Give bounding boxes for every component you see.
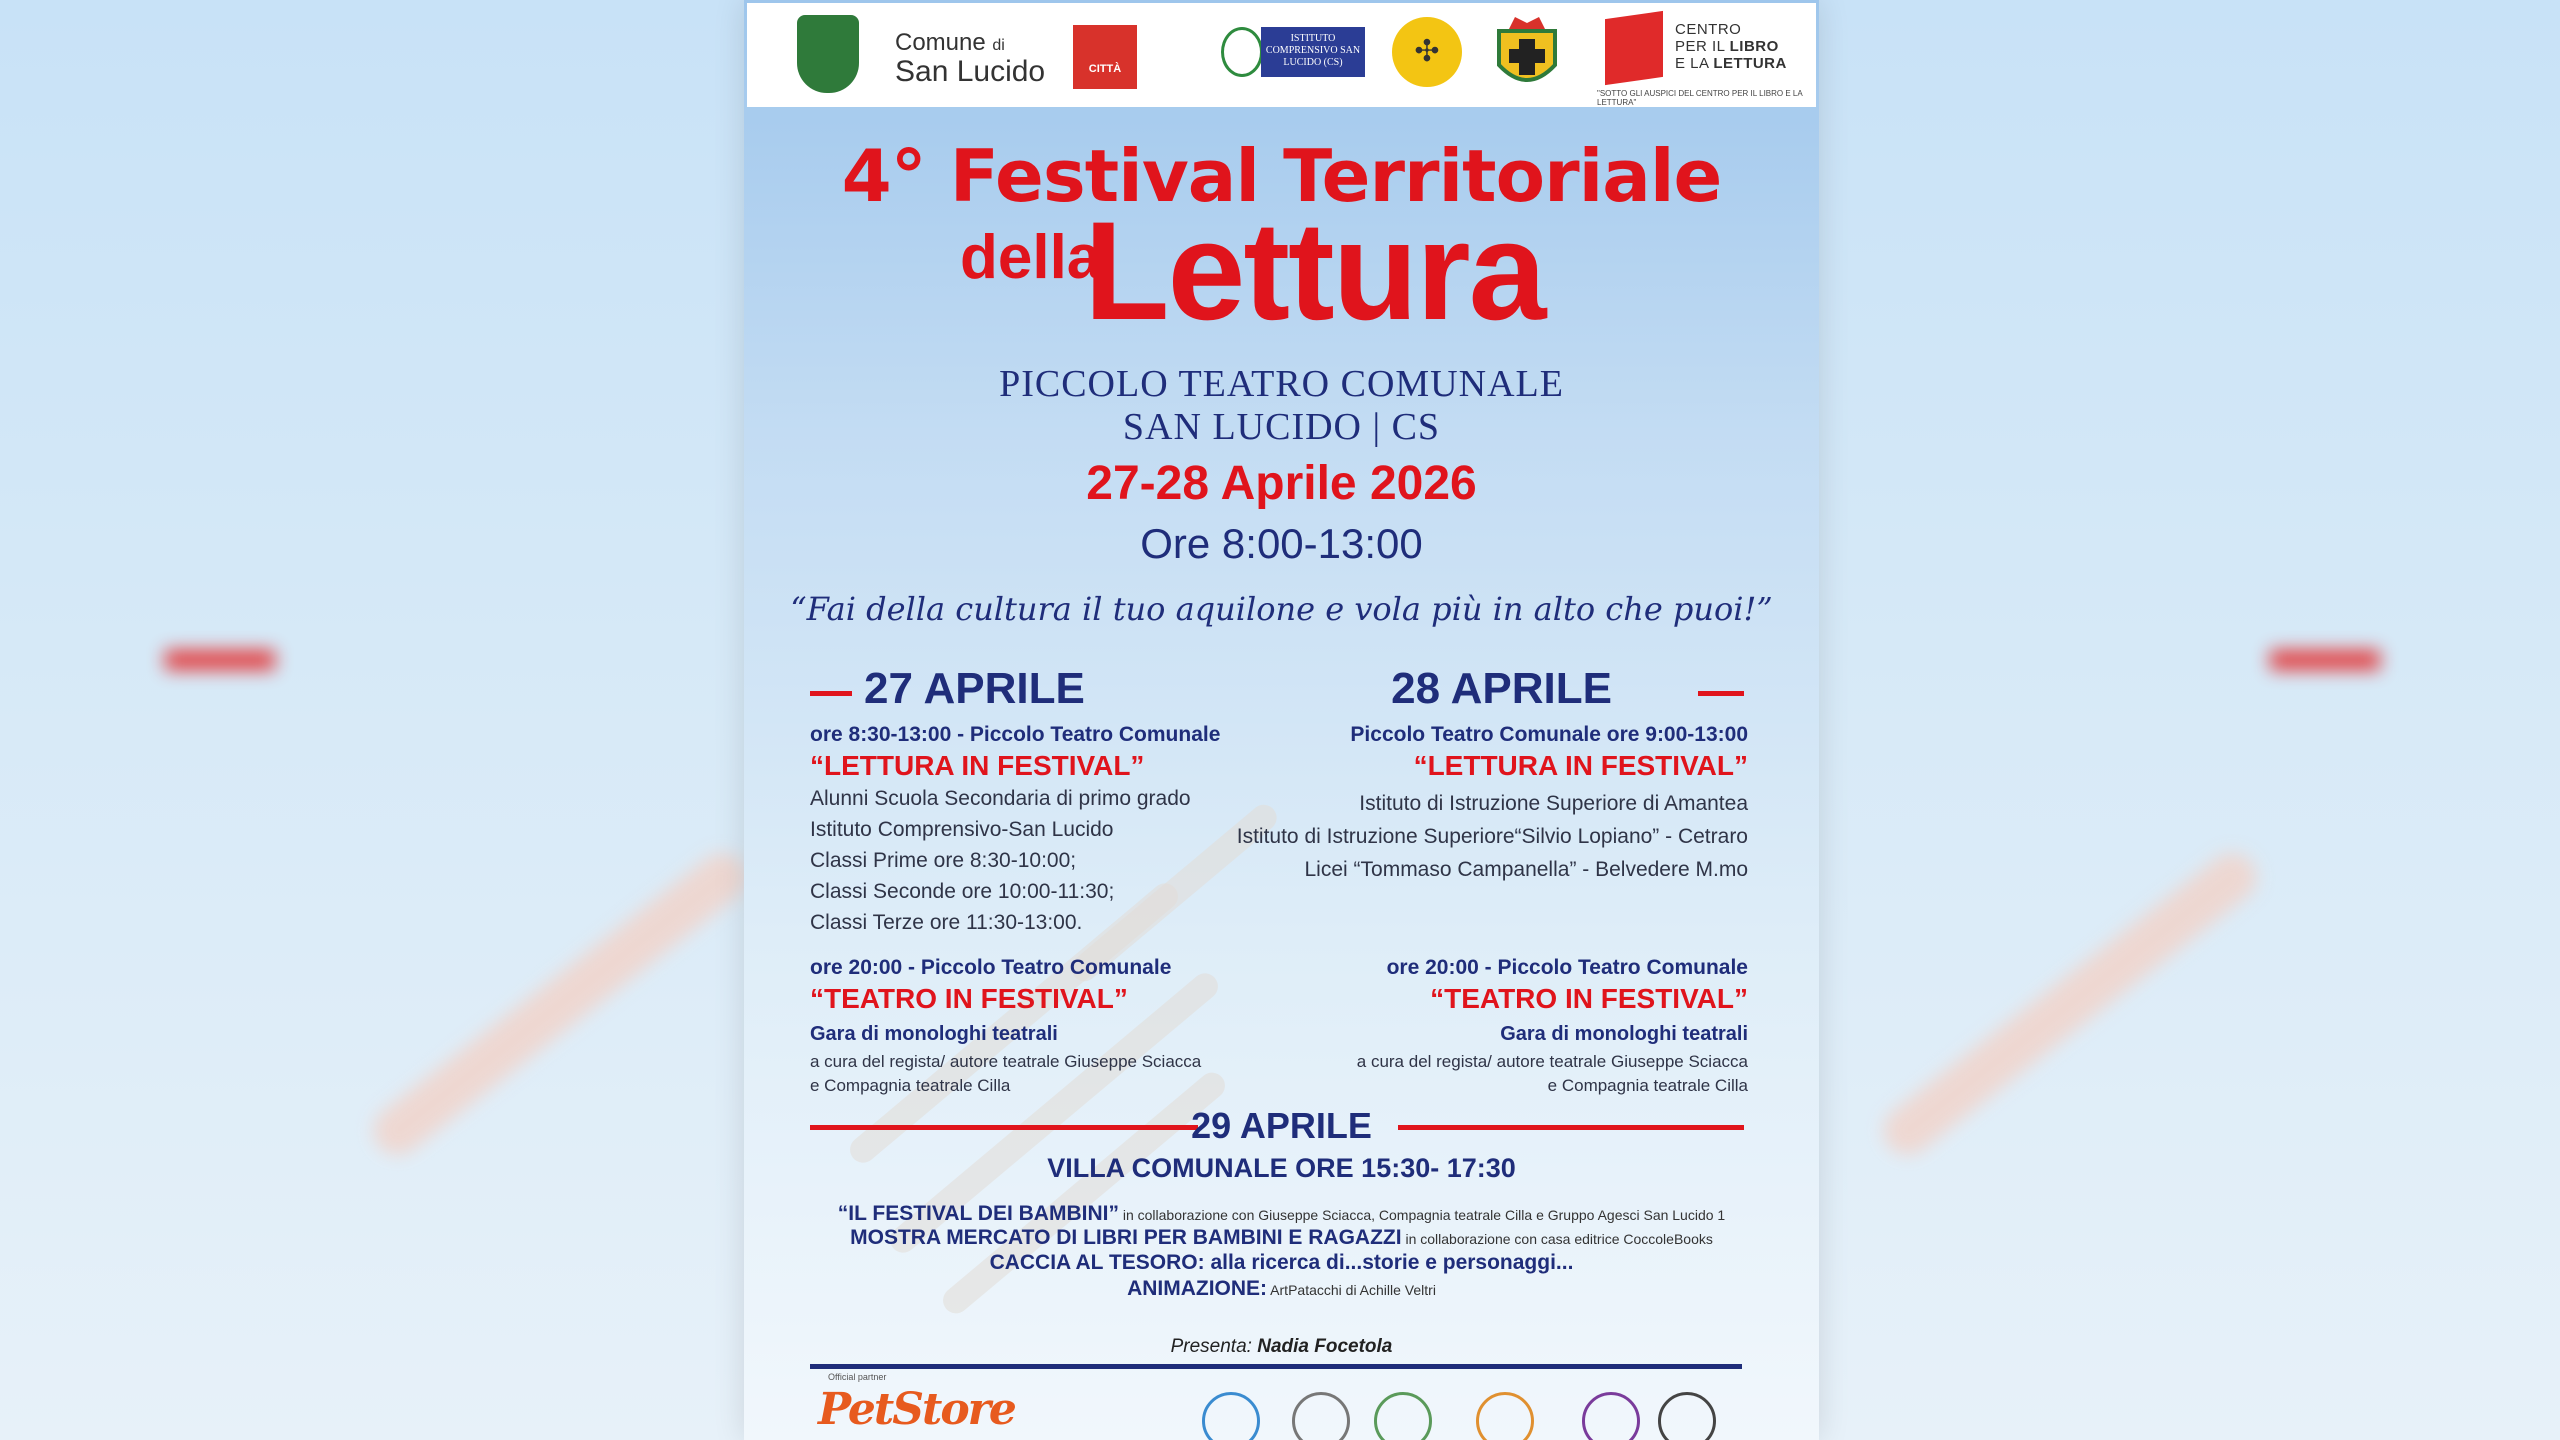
festival-poster — [744, 0, 1819, 1440]
sponsor-logo-icon — [1476, 1392, 1534, 1440]
venue-line1: PICCOLO TEATRO COMUNALE — [999, 363, 1564, 405]
activity-animazione: ANIMAZIONE: ArtPatacchi di Achille Veltri — [1127, 1277, 1436, 1300]
scout-logo-icon — [1582, 1392, 1640, 1440]
day28-dash — [1698, 691, 1744, 696]
day27-evening-time: ore 20:00 - Piccolo Teatro Comunale — [810, 956, 1172, 979]
day27-line: Classi Prime ore 8:30-10:00; — [810, 849, 1077, 872]
citta-logo: CITTÀ — [1073, 25, 1137, 89]
activity-festival-bambini: “IL FESTIVAL DEI BAMBINI” in collaborazione con Giuseppe Sciacca, Compagnia teatrale Cilla e Gruppo Agesci San Lucido 1 — [837, 1202, 1726, 1225]
presenter: Presenta: Nadia Focetola — [1170, 1336, 1393, 1357]
day28-line: Licei “Tommaso Campanella” - Belvedere M.mo — [1304, 858, 1748, 881]
day28-evening-note: e Compagnia teatrale Cilla — [1547, 1076, 1748, 1095]
sponsor-logo-icon — [1202, 1392, 1260, 1440]
day27-dash — [810, 691, 852, 696]
festival-dates: 27-28 Aprile 2026 — [1086, 457, 1477, 510]
activity-mostra-mercato: MOSTRA MERCATO DI LIBRI PER BAMBINI E RAGAZZI in collaborazione con casa editrice CoccoleBooks — [850, 1226, 1713, 1249]
logo-bar — [747, 3, 1816, 107]
sponsor-logo-icon — [1374, 1392, 1432, 1440]
festival-hours: Ore 8:00-13:00 — [1140, 520, 1423, 567]
festival-motto: “Fai della cultura il tuo aquilone e vola più in alto che puoi!” — [790, 590, 1773, 628]
day28-evening-time: ore 20:00 - Piccolo Teatro Comunale — [1386, 956, 1748, 979]
day28-morning-time: Piccolo Teatro Comunale ore 9:00-13:00 — [1350, 723, 1748, 746]
day27-evening-note: e Compagnia teatrale Cilla — [810, 1076, 1011, 1095]
day27-evening-note: a cura del regista/ autore teatrale Giuseppe Sciacca — [810, 1052, 1202, 1071]
calabria-region-icon: ✣ — [1392, 17, 1462, 87]
comune-name: San Lucido — [895, 55, 1046, 88]
day28-evening-sub: Gara di monologhi teatrali — [1500, 1023, 1748, 1045]
day28-line: Istituto di Istruzione Superiore di Amantea — [1359, 792, 1748, 815]
day29-heading: 29 APRILE — [1191, 1105, 1372, 1146]
centro-libro-book-icon — [1605, 11, 1663, 85]
bg-stripe — [364, 843, 756, 1164]
italian-emblem-icon — [1221, 27, 1263, 77]
day27-line: Classi Seconde ore 10:00-11:30; — [810, 880, 1115, 903]
day28-evening-note: a cura del regista/ autore teatrale Giuseppe Sciacca — [1356, 1052, 1748, 1071]
festival-title: 4° Festival Territoriale — [841, 134, 1722, 218]
title-della: della — [960, 223, 1102, 292]
day27-line: Istituto Comprensivo-San Lucido — [810, 818, 1114, 841]
petstore-logo: PetStore — [818, 1384, 1015, 1435]
province-crest-icon — [1491, 13, 1563, 97]
day27-line: Alunni Scuola Secondaria di primo grado — [810, 787, 1191, 810]
partner-label: Official partner — [828, 1372, 887, 1382]
centro-libro-logo: CENTRO PER IL LIBRO E LA LETTURA — [1675, 21, 1787, 72]
day28-line: Istituto di Istruzione Superiore“Silvio Lopiano” - Cetraro — [1236, 825, 1748, 848]
day27-morning-title: “LETTURA IN FESTIVAL” — [810, 750, 1145, 781]
footer-divider — [810, 1364, 1742, 1369]
bg-dash-right — [2270, 650, 2380, 670]
day28-evening-title: “TEATRO IN FESTIVAL” — [1430, 983, 1748, 1014]
title-lettura: Lettura — [1084, 192, 1545, 349]
activity-caccia-tesoro: CACCIA AL TESORO: alla ricerca di...storie e personaggi... — [989, 1251, 1574, 1274]
sponsor-logo-icon — [1658, 1392, 1716, 1440]
comune-label: Comune di — [895, 29, 1005, 56]
centro-libro-note: "SOTTO GLI AUSPICI DEL CENTRO PER IL LIBRO E LA LETTURA" — [1597, 89, 1803, 107]
sponsor-logo-icon — [1292, 1392, 1350, 1440]
bg-stripe — [1874, 843, 2266, 1164]
day27-evening-sub: Gara di monologhi teatrali — [810, 1023, 1058, 1045]
day29-place: VILLA COMUNALE ORE 15:30- 17:30 — [1047, 1153, 1516, 1183]
bg-dash-left — [165, 650, 275, 670]
san-lucido-crest-icon — [797, 15, 859, 93]
venue-line2: SAN LUCIDO | CS — [1122, 406, 1441, 448]
day27-heading: 27 APRILE — [864, 664, 1085, 713]
day27-evening-title: “TEATRO IN FESTIVAL” — [810, 983, 1128, 1014]
day28-heading: 28 APRILE — [1391, 664, 1612, 713]
istituto-logo: ISTITUTO COMPRENSIVO SAN LUCIDO (CS) — [1261, 27, 1365, 77]
day27-morning-time: ore 8:30-13:00 - Piccolo Teatro Comunale — [810, 723, 1221, 746]
day28-morning-title: “LETTURA IN FESTIVAL” — [1413, 750, 1748, 781]
day27-line: Classi Terze ore 11:30-13:00. — [810, 911, 1083, 934]
